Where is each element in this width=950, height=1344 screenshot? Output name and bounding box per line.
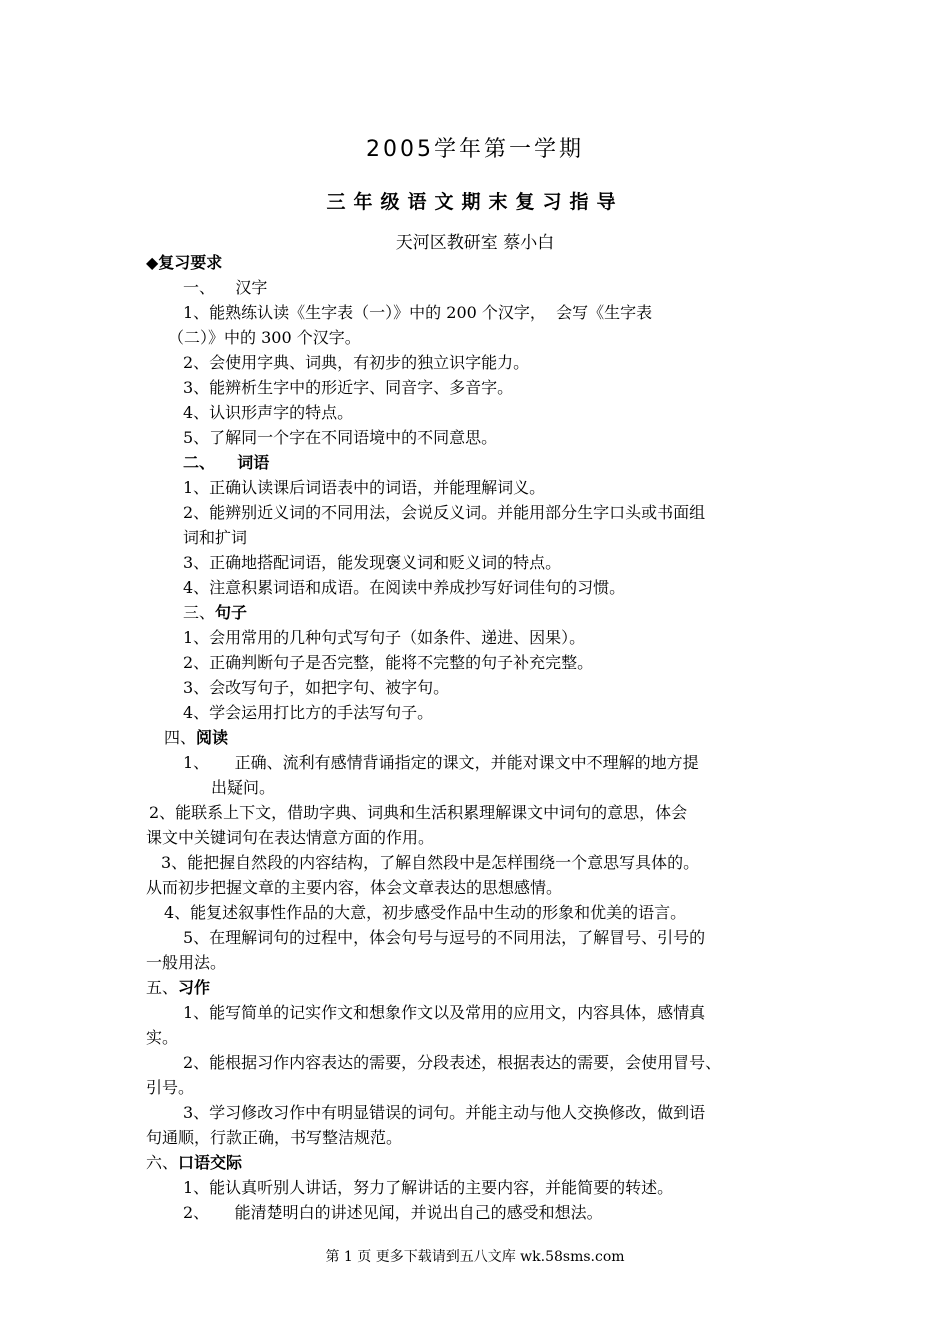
- text-line: 3、会改写句子，如把字句、被字句。: [183, 678, 450, 697]
- text-line: 4、注意积累词语和成语。在阅读中养成抄写好词佳句的习惯。: [183, 578, 626, 597]
- text-line: 3、能辨析生字中的形近字、同音字、多音字。: [183, 378, 514, 397]
- text-line: 5、了解同一个字在不同语境中的不同意思。: [183, 428, 498, 447]
- heading-number: 三、: [183, 603, 216, 622]
- text-line: 1、正确认读课后词语表中的词语，并能理解词义。: [183, 478, 546, 497]
- text-line: 2、能联系上下文，借助字典、词典和生活积累理解课文中词句的意思，体会: [149, 803, 688, 822]
- text-line: 1、能写简单的记实作文和想象作文以及常用的应用文，内容具体，感情真: [183, 1003, 706, 1022]
- text-line: 3、学习修改习作中有明显错误的词句。并能主动与他人交换修改，做到语: [183, 1103, 706, 1122]
- text-line: 一般用法。: [146, 953, 227, 972]
- document-author: 天河区教研室 蔡小白: [395, 233, 555, 253]
- document-title: 2005学年第一学期: [366, 137, 584, 162]
- page-footer: 第 1 页 更多下载请到五八文库 wk.58sms.com: [325, 1249, 625, 1265]
- heading-number: 五、: [146, 978, 179, 997]
- heading-label: 句子: [215, 603, 248, 622]
- heading-label: 习作: [178, 978, 211, 997]
- heading-yuedu: [164, 728, 228, 748]
- heading-kouyu: [146, 1153, 242, 1173]
- text-line: 实。: [146, 1028, 179, 1047]
- heading-ciyu: 二、 词语: [183, 453, 270, 472]
- text-line: 4、学会运用打比方的手法写句子。: [183, 703, 434, 722]
- text-line: 句通顺，行款正确，书写整洁规范。: [146, 1128, 403, 1147]
- text-line: 3、正确地搭配词语，能发现褒义词和贬义词的特点。: [183, 553, 562, 572]
- text-line: 1、能熟练认读《生字表（一）》中的 200 个汉字， 会写《生字表: [183, 303, 653, 322]
- heading-number: 六、: [146, 1153, 179, 1172]
- heading-xizuo: [146, 978, 210, 998]
- text-line: 2、能根据习作内容表达的需要，分段表述，根据表达的需要，会使用冒号、: [183, 1053, 722, 1072]
- heading-label: 口语交际: [178, 1153, 243, 1172]
- text-line: 3、能把握自然段的内容结构，了解自然段中是怎样围绕一个意思写具体的。: [161, 853, 700, 872]
- text-line: 从而初步把握文章的主要内容，体会文章表达的思想感情。: [146, 878, 563, 897]
- text-line: 1、能认真听别人讲话，努力了解讲话的主要内容，并能简要的转述。: [183, 1178, 674, 1197]
- heading-label: 阅读: [196, 728, 229, 747]
- heading-number: 四、: [164, 728, 197, 747]
- text-line: 2、会使用字典、词典，有初步的独立识字能力。: [183, 353, 530, 372]
- section-heading: ◆复习要求: [146, 253, 223, 272]
- text-line: 2、能辨别近义词的不同用法，会说反义词。并能用部分生字口头或书面组: [183, 503, 706, 522]
- text-line: 出疑问。: [211, 778, 276, 797]
- text-line: 4、认识形声字的特点。: [183, 403, 354, 422]
- document-subtitle: 三年级语文期末复习指导: [326, 191, 624, 213]
- heading-juzi: [183, 603, 247, 623]
- heading-hanzi: 一、 汉字: [183, 278, 268, 297]
- text-line: 4、能复述叙事性作品的大意，初步感受作品中生动的形象和优美的语言。: [164, 903, 687, 922]
- text-line: 引号。: [146, 1078, 195, 1097]
- text-line: 5、在理解词句的过程中，体会句号与逗号的不同用法，了解冒号、引号的: [183, 928, 706, 947]
- text-line: 1、会用常用的几种句式写句子（如条件、递进、因果）。: [183, 628, 586, 647]
- text-line: 词和扩词: [183, 528, 248, 547]
- text-line: 2、正确判断句子是否完整，能将不完整的句子补充完整。: [183, 653, 594, 672]
- text-line: 课文中关键词句在表达情意方面的作用。: [146, 828, 435, 847]
- text-line: （二）》中的 300 个汉字。: [168, 328, 361, 347]
- text-line: 1、 正确、流利有感情背诵指定的课文，并能对课文中不理解的地方提: [183, 753, 699, 772]
- text-line: 2、 能清楚明白的讲述见闻，并说出自己的感受和想法。: [183, 1203, 603, 1222]
